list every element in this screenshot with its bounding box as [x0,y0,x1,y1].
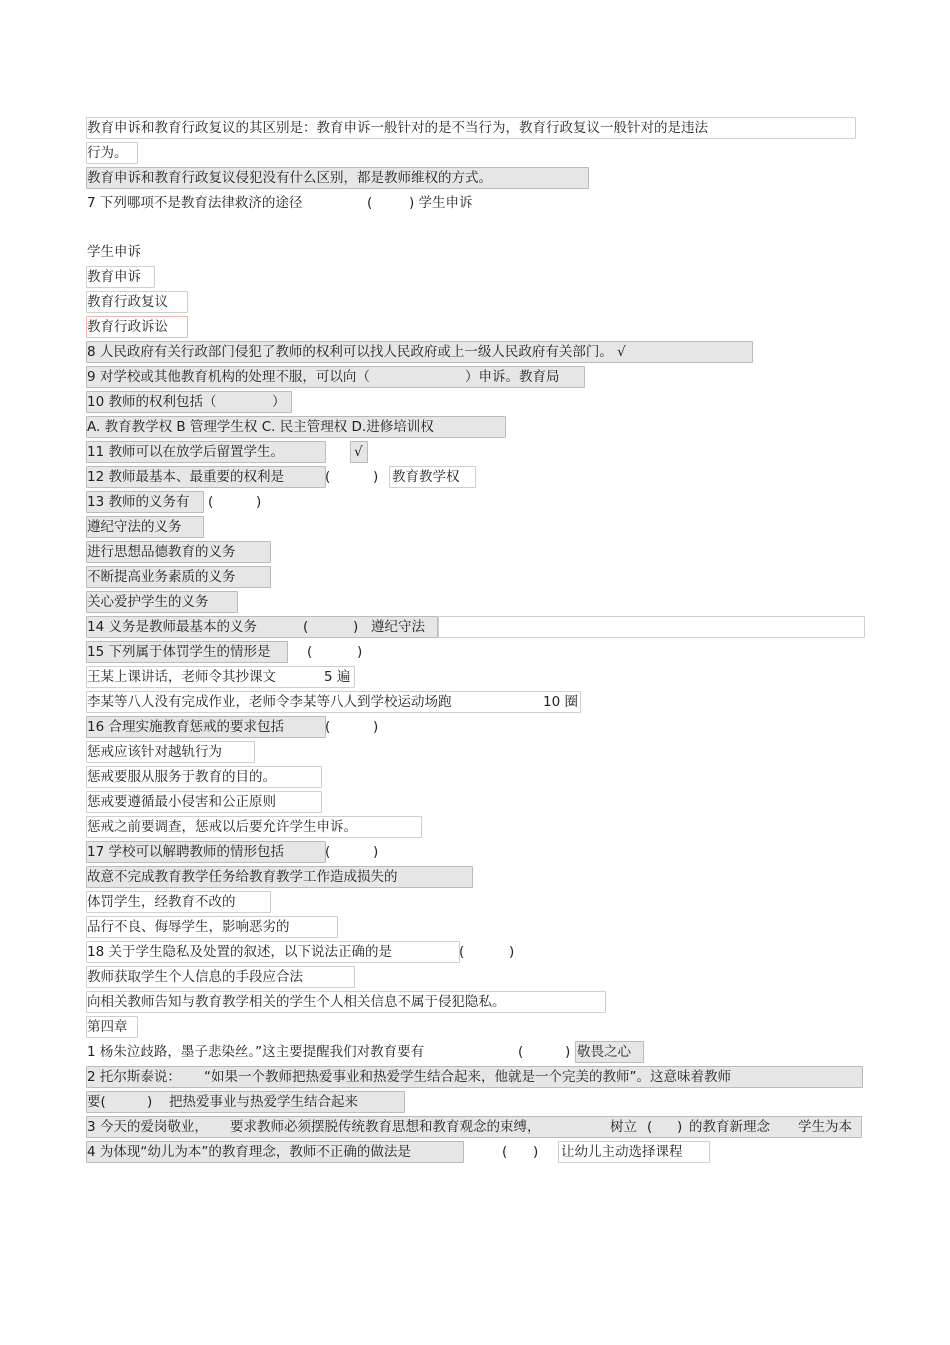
answer-bracket-open: ( [325,719,331,735]
answer-text: ) 学生申诉 [409,195,473,211]
answer-text: 敬畏之心 [577,1044,631,1060]
line-text: 惩戒之前要调查，惩戒以后要允许学生申诉。 [87,819,357,835]
answer-bracket-close: ) [373,719,379,735]
line-text: 教师获取学生个人信息的手段应合法 [87,969,303,985]
line-text: 品行不良、侮辱学生，影响恶劣的 [87,919,290,935]
answer-bracket-open: ( [325,469,331,485]
line-text: 8 人民政府有关行政部门侵犯了教师的权利可以找人民政府或上一级人民政府有关部门。 √ [87,344,626,360]
line-text: A. 教育教学权 B 管理学生权 C. 民主管理权 D.进修培训权 [87,419,434,435]
line-text: 王某上课讲话，老师令其抄课文 [87,669,276,685]
answer-bracket-open: ( [367,195,373,211]
answer-bracket-close: ) [357,644,363,660]
text-box [438,616,865,638]
answer-bracket-close: ) [533,1144,539,1160]
question-text: 要( [87,1094,106,1110]
question-text: 18 关于学生隐私及处置的叙述，以下说法正确的是 [87,944,392,960]
answer-bracket-open: ( [647,1119,653,1135]
answer-bracket-close: ) [677,1119,683,1135]
answer-bracket-close: ) [256,494,262,510]
line-text: 关心爱护学生的义务 [87,594,209,610]
line-text: 5 遍 [324,669,351,685]
question-text: 1 杨朱泣歧路，墨子悲染丝。”这主要提醒我们对教育要有 [87,1044,425,1060]
answer-bracket-open: ( [502,1144,508,1160]
question-text: “如果一个教师把热爱事业和热爱学生结合起来，他就是一个完美的教师”。这意味着教师 [204,1069,731,1085]
line-text: 教育申诉和教育行政复议的其区别是：教育申诉一般针对的是不当行为，教育行政复议一般针对的是违法 [87,120,708,136]
question-text: 16 合理实施教育惩戒的要求包括 [87,719,284,735]
answer-text: 把热爱事业与热爱学生结合起来 [169,1094,358,1110]
question-text: 4 为体现“幼儿为本”的教育理念，教师不正确的做法是 [87,1144,411,1160]
line-text: 李某等八人没有完成作业，老师令李某等八人到学校运动场跑 [87,694,452,710]
line-text: 教育申诉和教育行政复议侵犯没有什么区别，都是教师维权的方式。 [87,170,492,186]
answer-bracket-open: ( [325,844,331,860]
line-text: 惩戒要服从服务于教育的目的。 [87,769,276,785]
line-text: 第四章 [87,1019,128,1035]
line-text: 遵纪守法的义务 [87,519,182,535]
answer-bracket-close: ) [509,944,515,960]
line-text: 惩戒应该针对越轨行为 [87,744,222,760]
question-text: 树立 [610,1119,637,1135]
question-text: 11 教师可以在放学后留置学生。 [87,444,284,460]
answer-bracket-open: ( [518,1044,524,1060]
line-text: 不断提高业务素质的义务 [87,569,236,585]
line-text: 惩戒要遵循最小侵害和公正原则 [87,794,276,810]
line-text: 体罚学生，经教育不改的 [87,894,236,910]
question-text: 2 托尔斯泰说： [87,1069,181,1085]
question-text: 要求教师必须摆脱传统教育思想和教育观念的束缚， [230,1119,541,1135]
question-text: 10 教师的权利包括（ [87,394,217,410]
answer-text: 让幼儿主动选择课程 [561,1144,683,1160]
answer-bracket-close: ) [565,1044,571,1060]
question-text: 7 下列哪项不是教育法律救济的途径 [87,195,303,211]
question-text: 17 学校可以解聘教师的情形包括 [87,844,284,860]
question-text: 12 教师最基本、最重要的权利是 [87,469,284,485]
answer-bracket-open: ( [459,944,465,960]
answer-bracket-close: ) [373,469,379,485]
line-text: 学生申诉 [87,244,141,260]
question-text: 9 对学校或其他教育机构的处理不服，可以向（ [87,369,370,385]
line-text: 教育行政诉讼 [87,319,168,335]
answer-text: 遵纪守法 [371,619,425,635]
question-text: 的教育新理念 [689,1119,770,1135]
answer-bracket-close: ) [147,1094,153,1110]
answer-text: 教育教学权 [392,469,460,485]
answer-text: √ [354,444,363,460]
line-text: 10 圈 [543,694,578,710]
line-text: 故意不完成教育教学任务给教育教学工作造成损失的 [87,869,398,885]
answer-bracket-close: ） [272,394,286,410]
answer-bracket-close: ) [353,619,359,635]
question-text: 15 下列属于体罚学生的情形是 [87,644,271,660]
answer-bracket-open: ( [208,494,214,510]
answer-bracket-close: ) [373,844,379,860]
answer-text: ）申诉。教育局 [465,369,560,385]
question-text: 3 今天的爱岗敬业， [87,1119,208,1135]
line-text: 进行思想品德教育的义务 [87,544,236,560]
answer-text: 学生为本 [798,1119,852,1135]
question-text: 13 教师的义务有 [87,494,190,510]
line-text: 教育行政复议 [87,294,168,310]
line-text: 行为。 [87,145,128,161]
answer-bracket-open: ( [303,619,309,635]
line-text: 教育申诉 [87,269,141,285]
line-text: 向相关教师告知与教育教学相关的学生个人相关信息不属于侵犯隐私。 [87,994,506,1010]
question-text: 14 义务是教师最基本的义务 [87,619,257,635]
answer-bracket-open: ( [307,644,313,660]
